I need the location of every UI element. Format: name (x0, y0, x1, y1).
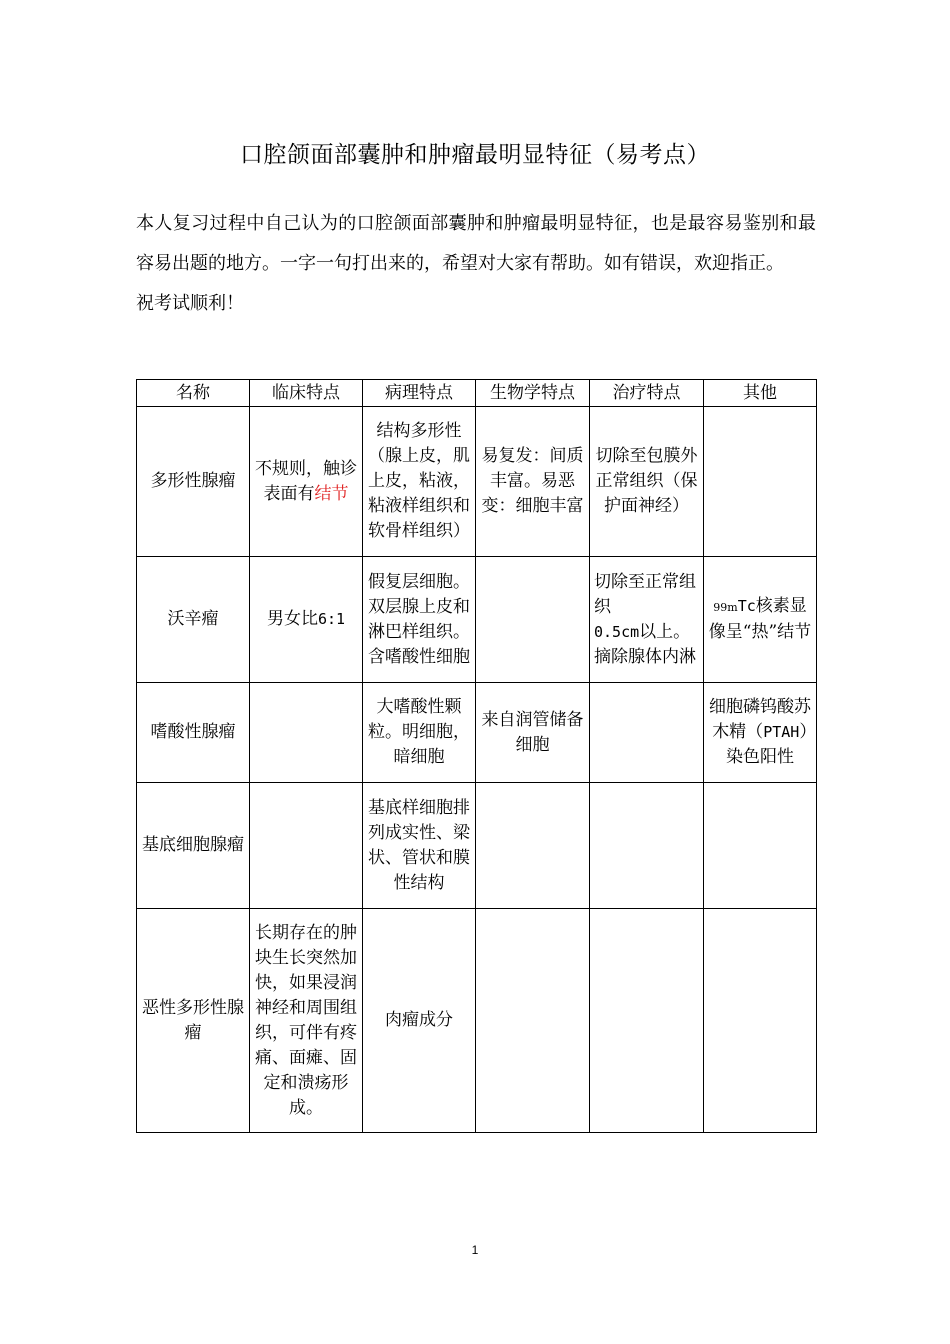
cell-name: 多形性腺瘤 (137, 407, 250, 557)
cell-treatment (590, 783, 704, 909)
cell-biology (476, 909, 590, 1133)
cell-pathology: 大嗜酸性颗粒。明细胞，暗细胞 (363, 683, 476, 783)
treatment-text-c: 以上。摘除腺体内淋 (594, 621, 696, 667)
isotope-symbol: Tc (737, 597, 756, 615)
cell-pathology: 基底样细胞排列成实性、梁状、管状和膜性结构 (363, 783, 476, 909)
cell-biology (476, 557, 590, 683)
cell-biology: 来自润管储备细胞 (476, 683, 590, 783)
clinical-highlight: 结节 (314, 483, 349, 504)
cell-biology (476, 783, 590, 909)
cell-pathology: 肉瘤成分 (363, 909, 476, 1133)
cell-treatment (590, 909, 704, 1133)
header-pathology: 病理特点 (363, 380, 476, 407)
cell-clinical (250, 407, 363, 557)
wish-line: 祝考试顺利！ (136, 293, 244, 314)
table-header-row (137, 380, 817, 407)
cell-name: 基底细胞腺瘤 (137, 783, 250, 909)
cell-pathology: 假复层细胞。双层腺上皮和淋巴样组织。含嗜酸性细胞 (363, 557, 476, 683)
header-treatment: 治疗特点 (590, 380, 704, 407)
cell-treatment (590, 683, 704, 783)
treatment-text-a: 切除至正常组织 (594, 571, 696, 617)
intro-section (136, 204, 816, 324)
clinical-text: 男女比 (266, 609, 318, 629)
isotope-mass: 99m (713, 601, 738, 614)
cell-name: 沃辛瘤 (137, 557, 250, 683)
stain-abbrev: PTAH (763, 723, 800, 741)
cell-clinical (250, 683, 363, 783)
cell-clinical: 长期存在的肿块生长突然加快，如果浸润神经和周围组织，可伴有疼痛、面瘫、固定和溃疡形成。 (250, 909, 363, 1133)
cell-other (704, 683, 817, 783)
cell-other (704, 783, 817, 909)
cell-other (704, 407, 817, 557)
other-text-a: 细胞磷钨酸苏木精（ (709, 697, 811, 742)
cell-clinical (250, 557, 363, 683)
cell-other (704, 909, 817, 1133)
header-name: 名称 (137, 380, 250, 407)
cell-name: 嗜酸性腺瘤 (137, 683, 250, 783)
cell-biology: 易复发：间质丰富。易恶变：细胞丰富 (476, 407, 590, 557)
cell-treatment: 切除至包膜外正常组织（保护面神经） (590, 407, 704, 557)
table-row (137, 783, 817, 909)
clinical-text: 不规则，触诊表面有 (255, 458, 357, 504)
intro-paragraph: 本人复习过程中自己认为的口腔颌面部囊肿和肿瘤最明显特征，也是最容易鉴别和最容易出题的地方。一字一句打出来的，希望对大家有帮助。如有错误，欢迎指正。 (136, 213, 816, 274)
other-text: 核素显像呈“热”结节 (708, 596, 812, 642)
header-biology: 生物学特点 (476, 380, 590, 407)
other-text-c: ）染色阳性 (726, 722, 808, 767)
table-row (137, 407, 817, 557)
cell-name: 恶性多形性腺瘤 (137, 909, 250, 1133)
cell-treatment (590, 557, 704, 683)
header-clinical: 临床特点 (250, 380, 363, 407)
table-row (137, 909, 817, 1133)
table-row (137, 683, 817, 783)
cell-pathology: 结构多形性（腺上皮，肌上皮，粘液，粘液样组织和软骨样组织） (363, 407, 476, 557)
cell-other (704, 557, 817, 683)
page-title: 口腔颌面部囊肿和肿瘤最明显特征（易考点） (240, 142, 710, 168)
header-other: 其他 (704, 380, 817, 407)
page-number: 1 (471, 1243, 479, 1257)
tumor-feature-table (136, 379, 817, 1133)
treatment-distance: 0.5cm (594, 622, 640, 641)
table-row (137, 557, 817, 683)
clinical-ratio: 6:1 (317, 610, 346, 628)
cell-clinical (250, 783, 363, 909)
